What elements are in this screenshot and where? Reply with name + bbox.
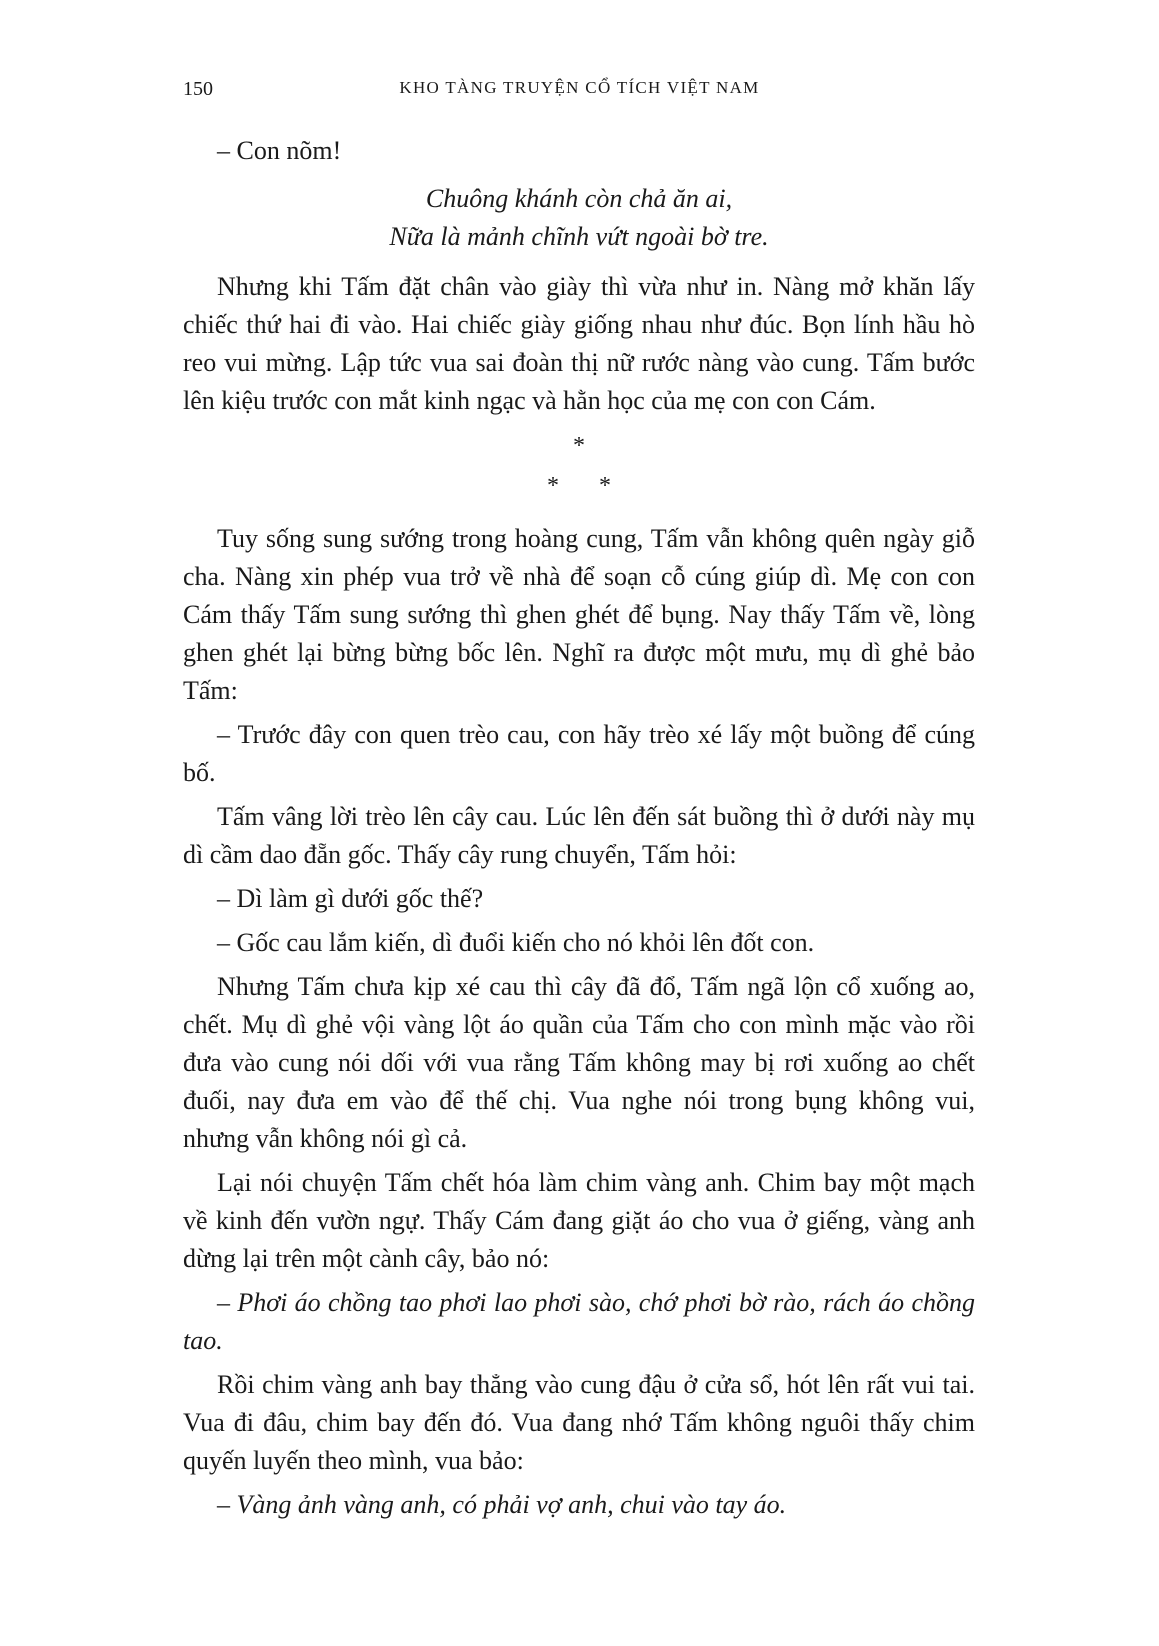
verse-block bbox=[183, 180, 975, 256]
paragraph-dialogue: – Con nõm! bbox=[217, 136, 342, 165]
verse-line: Nữa là mảnh chĩnh vứt ngoài bờ tre. bbox=[389, 222, 769, 251]
paragraph-dialogue: – Dì làm gì dưới gốc thế? bbox=[217, 884, 484, 913]
paragraph: Tuy sống sung sướng trong hoàng cung, Tấm vẫn không quên ngày giỗ cha. Nàng xin phép vua trở về nhà để soạn cỗ cúng giúp dì. Mẹ con con Cám thấy Tấm sung sướng thì ghen ghét để bụng. Nay thấy Tấm về, lòng ghen ghét lại bừng bừng bốc lên. Nghĩ ra được một mưu, mụ dì ghẻ bảo Tấm: bbox=[183, 524, 975, 705]
paragraph: Lại nói chuyện Tấm chết hóa làm chim vàng anh. Chim bay một mạch về kinh đến vườn ngự. Thấy Cám đang giặt áo cho vua ở giếng, vàng anh dừng lại trên một cành cây, bảo nó: bbox=[183, 1168, 975, 1273]
verse-line: Chuông khánh còn chả ăn ai, bbox=[425, 184, 733, 213]
separator-star: * bbox=[599, 473, 611, 499]
separator-star: * bbox=[573, 433, 585, 459]
section-separator bbox=[183, 426, 975, 506]
paragraph-dialogue: – Trước đây con quen trèo cau, con hãy trèo xé lấy một buồng để cúng bố. bbox=[183, 720, 975, 787]
paragraph-dialogue-italic: – Phơi áo chồng tao phơi lao phơi sào, chớ phơi bờ rào, rách áo chồng tao. bbox=[183, 1288, 975, 1355]
paragraph: Tấm vâng lời trèo lên cây cau. Lúc lên đến sát buồng thì ở dưới này mụ dì cầm dao đẵn gốc. Thấy cây rung chuyển, Tấm hỏi: bbox=[183, 802, 975, 869]
separator-star: * bbox=[547, 473, 559, 499]
paragraph: Nhưng khi Tấm đặt chân vào giày thì vừa như in. Nàng mở khăn lấy chiếc thứ hai đi vào. Hai chiếc giày giống nhau như đúc. Bọn lính hầu hò reo vui mừng. Lập tức vua sai đoàn thị nữ rước nàng vào cung. Tấm bước lên kiệu trước con mắt kinh ngạc và hằn học của mẹ con con Cám. bbox=[183, 272, 975, 415]
page-number: 150 bbox=[183, 78, 213, 100]
paragraph-dialogue-italic: – Vàng ảnh vàng anh, có phải vợ anh, chui vào tay áo. bbox=[217, 1490, 787, 1519]
paragraph: Nhưng Tấm chưa kịp xé cau thì cây đã đổ, Tấm ngã lộn cổ xuống ao, chết. Mụ dì ghẻ vội vàng lột áo quần của Tấm cho con mình mặc vào rồi đưa vào cung nói dối với vua rằng Tấm không may bị rơi xuống ao chết đuối, nay đưa em vào để thế chị. Vua nghe nói trong bụng không vui, nhưng vẫn không nói gì cả. bbox=[183, 972, 975, 1153]
page-body bbox=[183, 132, 975, 1530]
paragraph: Rồi chim vàng anh bay thẳng vào cung đậu ở cửa sổ, hót lên rất vui tai. Vua đi đâu, chim bay đến đó. Vua đang nhớ Tấm không nguôi thấy chim quyến luyến theo mình, vua bảo: bbox=[183, 1370, 975, 1475]
running-title: KHO TÀNG TRUYỆN CỔ TÍCH VIỆT NAM bbox=[399, 78, 760, 97]
paragraph-dialogue: – Gốc cau lắm kiến, dì đuổi kiến cho nó khỏi lên đốt con. bbox=[217, 928, 815, 957]
page-header bbox=[183, 78, 976, 108]
